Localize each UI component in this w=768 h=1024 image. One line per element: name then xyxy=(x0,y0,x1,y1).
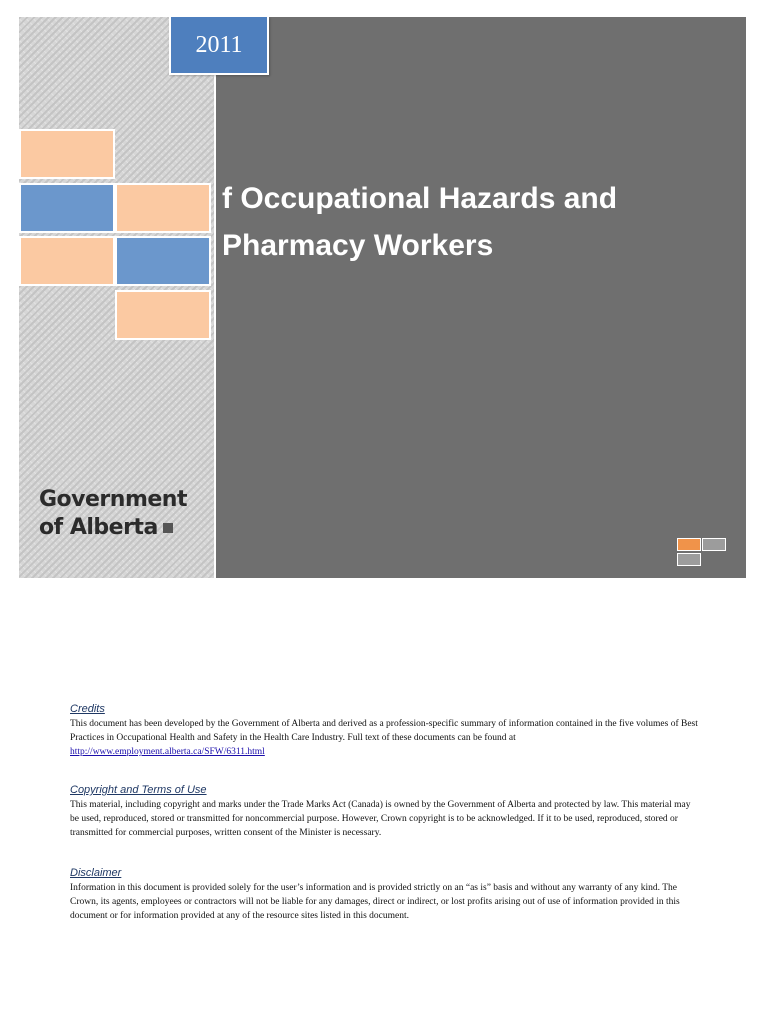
credits-text: This document has been developed by the Government of Alberta and derived as a profession-specific summary of information contained in the five volumes of Best Practices in Occupational Health and Safety in the Health Care Industry. Full text of these documents can be found at xyxy=(70,719,698,743)
cover-divider xyxy=(214,17,216,578)
title-line-1: f Occupational Hazards and xyxy=(222,182,618,215)
logo-line-2-text: of Alberta xyxy=(39,515,158,540)
credits-heading: Credits xyxy=(70,703,105,715)
disclaimer-section xyxy=(70,866,698,923)
logo-line-1: Government xyxy=(39,487,187,512)
document-title xyxy=(222,175,732,269)
disclaimer-body: Information in this document is provided solely for the user’s information and is provided strictly on an “as is” basis and without any warranty of any kind. The Crown, its agents, employees or contractors will not be liable for any damages, direct or indirect, or lost profits arising out of use of information provided in this document or for information provided at any of the resource sites listed in this document. xyxy=(70,883,680,921)
year-badge: 2011 xyxy=(169,17,269,75)
title-line-2: Pharmacy Workers xyxy=(222,229,494,262)
deco-tile-peach xyxy=(115,183,211,233)
government-of-alberta-logo xyxy=(39,486,187,542)
credits-body xyxy=(70,717,698,759)
credits-section xyxy=(70,702,698,759)
logo-square-icon xyxy=(163,523,173,533)
deco-tile-peach xyxy=(19,236,115,286)
copyright-section xyxy=(70,783,698,840)
disclaimer-heading: Disclaimer xyxy=(70,867,122,879)
credits-link[interactable]: http://www.employment.alberta.ca/SFW/6311.html xyxy=(70,747,265,757)
deco-tile-peach xyxy=(19,129,115,179)
mini-tile-grey xyxy=(677,553,701,566)
deco-tile-peach xyxy=(115,290,211,340)
mini-tile-orange xyxy=(677,538,701,551)
copyright-body: This material, including copyright and marks under the Trade Marks Act (Canada) is owned by the Government of Alberta and protected by law. This material may be used, reproduced, stored or transmitted for noncommercial purpose. However, Crown copyright is to be acknowledged. If it to be used, reproduced, stored or transmitted for commercial purposes, written consent of the Minister is necessary. xyxy=(70,800,691,838)
deco-tile-blue xyxy=(19,183,115,233)
deco-tile-blue xyxy=(115,236,211,286)
mini-tile-grey xyxy=(702,538,726,551)
copyright-heading: Copyright and Terms of Use xyxy=(70,784,207,796)
logo-line-2 xyxy=(39,514,187,542)
cover-panel xyxy=(19,17,746,578)
